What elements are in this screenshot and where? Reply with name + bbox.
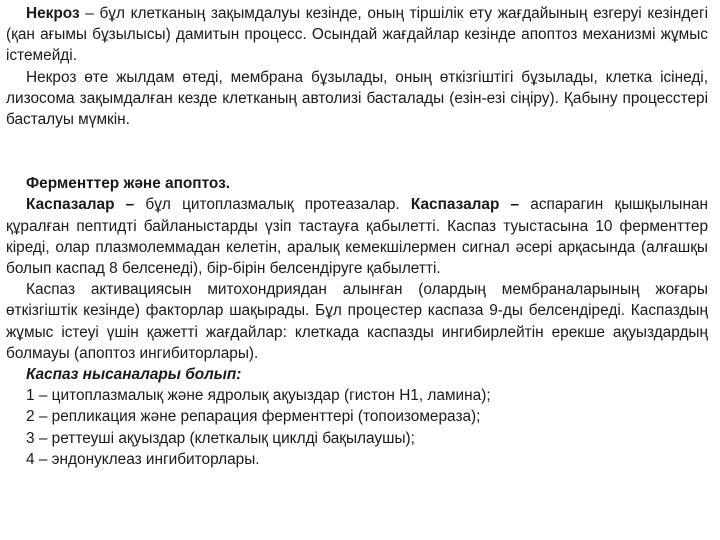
section-spacer [6,130,708,173]
caspase-targets-heading: Каспаз нысаналары болып: [26,366,242,384]
caspases-description: аспарагин қышқылынан құралған пептидті байланыстарды үзіп тастауға қабылетті. Каспаз туыстасына 10 ферменттер кіреді, олар плазмолеммадан келетін, аралық кемекшілермен сигнал әсері арқасында (алғашқы болып каспад 8 белсенеді), бір-бірін белсендіруге қабылетті. [6,196,708,278]
caspases-definition: бұл цитоплазмалық протеазалар. [134,196,411,214]
caspase-target-item: 2 – репликация және репарация ферменттері (топоизомераза); [26,408,481,426]
necrosis-process-paragraph: Некроз өте жылдам өтеді, мембрана бұзылады, оның өткізгіштігі бұзылады, клетка ісінеді, лизосома зақымдалған кезде клетканың автолизі басталады (езін-езі сіңіру). Қабыну процесстері басталуы мүмкін. [6,68,708,129]
enzymes-apoptosis-heading: Ферменттер және апоптоз. [26,175,231,193]
caspase-target-item: 4 – эндонуклеаз ингибиторлары. [26,450,260,468]
caspases-paragraph [6,194,708,279]
necrosis-term: Некроз [26,5,80,22]
necrosis-definition-paragraph [6,3,708,67]
caspase-target-item: 1 – цитоплазмалық және ядролық ақуыздар (гистон Н1, ламина); [26,387,491,405]
caspase-target-item: 3 – реттеуші ақуыздар (клеткалық циклді бақылаушы); [26,429,415,447]
caspases-term-1: Каспазалар – [26,196,135,214]
caspase-activation-paragraph: Каспаз активациясын митохондриядан алынған (олардың мембраналарының жоғары өткізгіштік кезінде) факторлар шақырады. Бұл процестер каспаза 9-ды белсендіреді. Каспаздың жұмыс істеуі үшін қажетті жағдайлар: клеткада каспазды ингибирлейтін ерекше ақуыздардың болмауы (апоптоз ингибиторлары). [6,281,708,362]
necrosis-definition-text: – бұл клетканың зақымдалуы кезінде, оның тіршілік ету жағдайының езгеруі кезіндегі (қан ағымы бұзылысы) дамитын процесс. Осындай жағдайлар кезінде апоптоз механизмі жұмыс істемейді. [6,5,708,65]
caspases-term-2: Каспазалар – [410,196,520,214]
document-page [6,3,708,470]
